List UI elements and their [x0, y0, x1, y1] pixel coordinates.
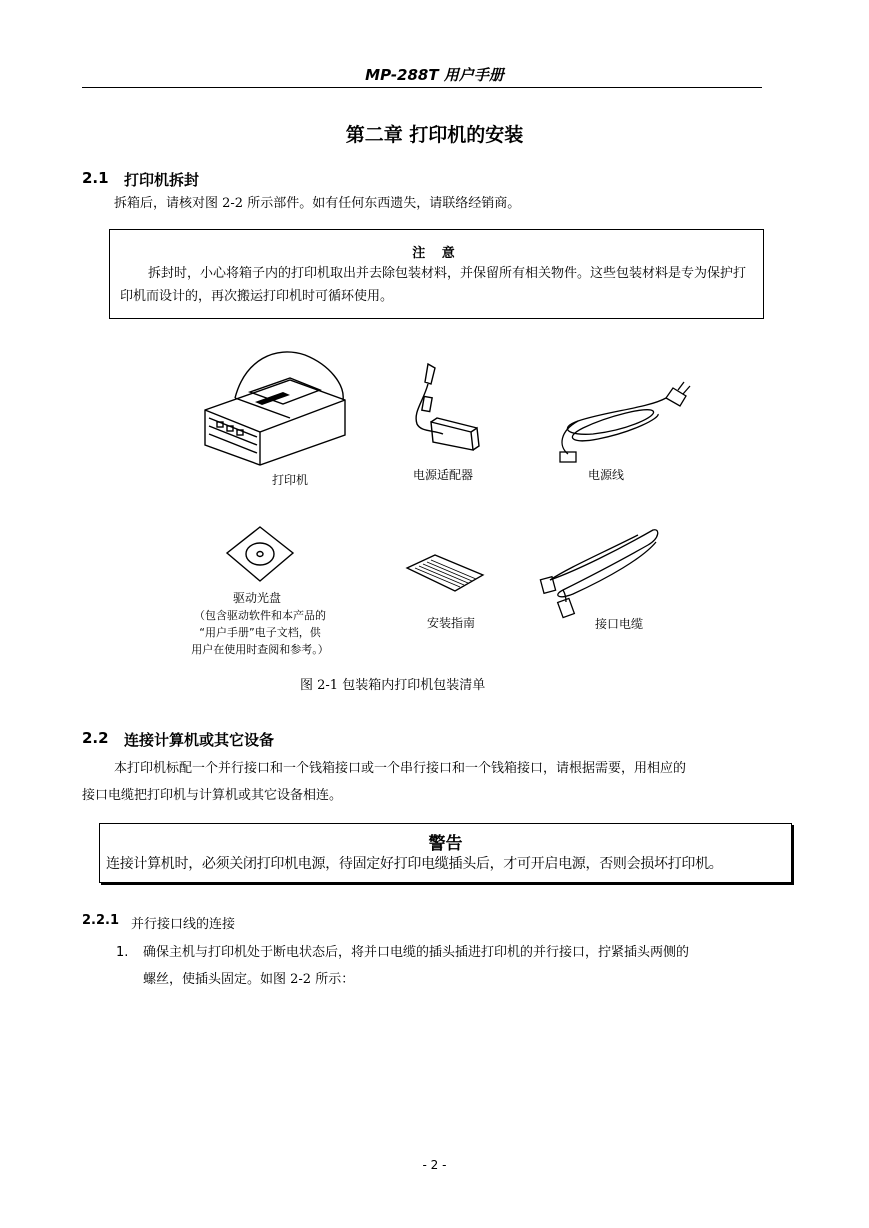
chapter-title: 第二章 打印机的安装: [345, 124, 524, 146]
page-number: - 2 -: [422, 1158, 447, 1172]
power-cord-illustration: [548, 376, 693, 466]
section-2-1-text: 拆箱后，请核对图 2-2 所示部件。如有任何东西遗失，请联络经销商。: [114, 196, 521, 211]
label-install-guide: 安装指南: [427, 616, 476, 630]
label-power-cord: 电源线: [588, 468, 625, 482]
section-2-2-title: 连接计算机或其它设备: [124, 731, 275, 749]
cd-note-line: （包含驱动软件和本产品的: [194, 609, 326, 622]
label-interface-cable: 接口电缆: [595, 617, 644, 631]
driver-cd-illustration: [225, 525, 295, 585]
warning-text: 连接计算机时，必须关闭打印机电源，待固定好打印电缆插头后，才可开启电源，否则会损坏打印机。: [106, 856, 723, 872]
running-header: MP-288T 用户手册: [365, 66, 504, 84]
section-2-2-1-title: 并行接口线的连接: [131, 917, 236, 932]
power-adapter-illustration: [403, 362, 483, 457]
interface-cable-illustration: [538, 520, 663, 625]
list-item-line1: 确保主机与打印机处于断电状态后，将并口电缆的插头插进打印机的并行接口，拧紧插头两侧的: [143, 945, 690, 960]
header-rule: [82, 87, 762, 88]
notice-text: 拆封时，小心将箱子内的打印机取出并去除包装材料，并保留所有相关物件。这些包装材料是专为保护打印机而设计的，再次搬运打印机时可循环使用。: [120, 266, 747, 304]
warning-title: 警告: [428, 834, 463, 854]
notice-box: [109, 229, 764, 319]
list-item-line2: 螺丝，使插头固定。如图 2-2 所示：: [143, 972, 355, 987]
install-guide-illustration: [405, 553, 485, 593]
label-printer: 打印机: [272, 473, 309, 487]
section-2-1-number: 2.1: [82, 169, 109, 187]
label-driver-cd: 驱动光盘: [233, 591, 282, 605]
notice-title: 注 意: [412, 246, 461, 261]
cd-note-line: 用户在使用时查阅和参考。）: [191, 643, 329, 656]
section-2-2-1-number: 2.2.1: [82, 913, 120, 928]
cd-note-line: “用户手册”电子文档，供: [199, 626, 321, 639]
list-item-number: 1.: [116, 945, 129, 960]
printer-illustration: [195, 340, 355, 470]
section-2-2-number: 2.2: [82, 729, 109, 747]
figure-caption: 图 2-1 包装箱内打印机包装清单: [300, 678, 486, 693]
section-2-1-title: 打印机拆封: [124, 171, 200, 189]
section-2-2-text-line2: 接口电缆把打印机与计算机或其它设备相连。: [82, 788, 343, 803]
warning-box: [99, 823, 792, 883]
label-cd-note: [170, 607, 350, 658]
label-power-adapter: 电源适配器: [413, 468, 474, 482]
section-2-2-text-line1: 本打印机标配一个并行接口和一个钱箱接口或一个串行接口和一个钱箱接口，请根据需要，用相应的: [114, 761, 687, 776]
